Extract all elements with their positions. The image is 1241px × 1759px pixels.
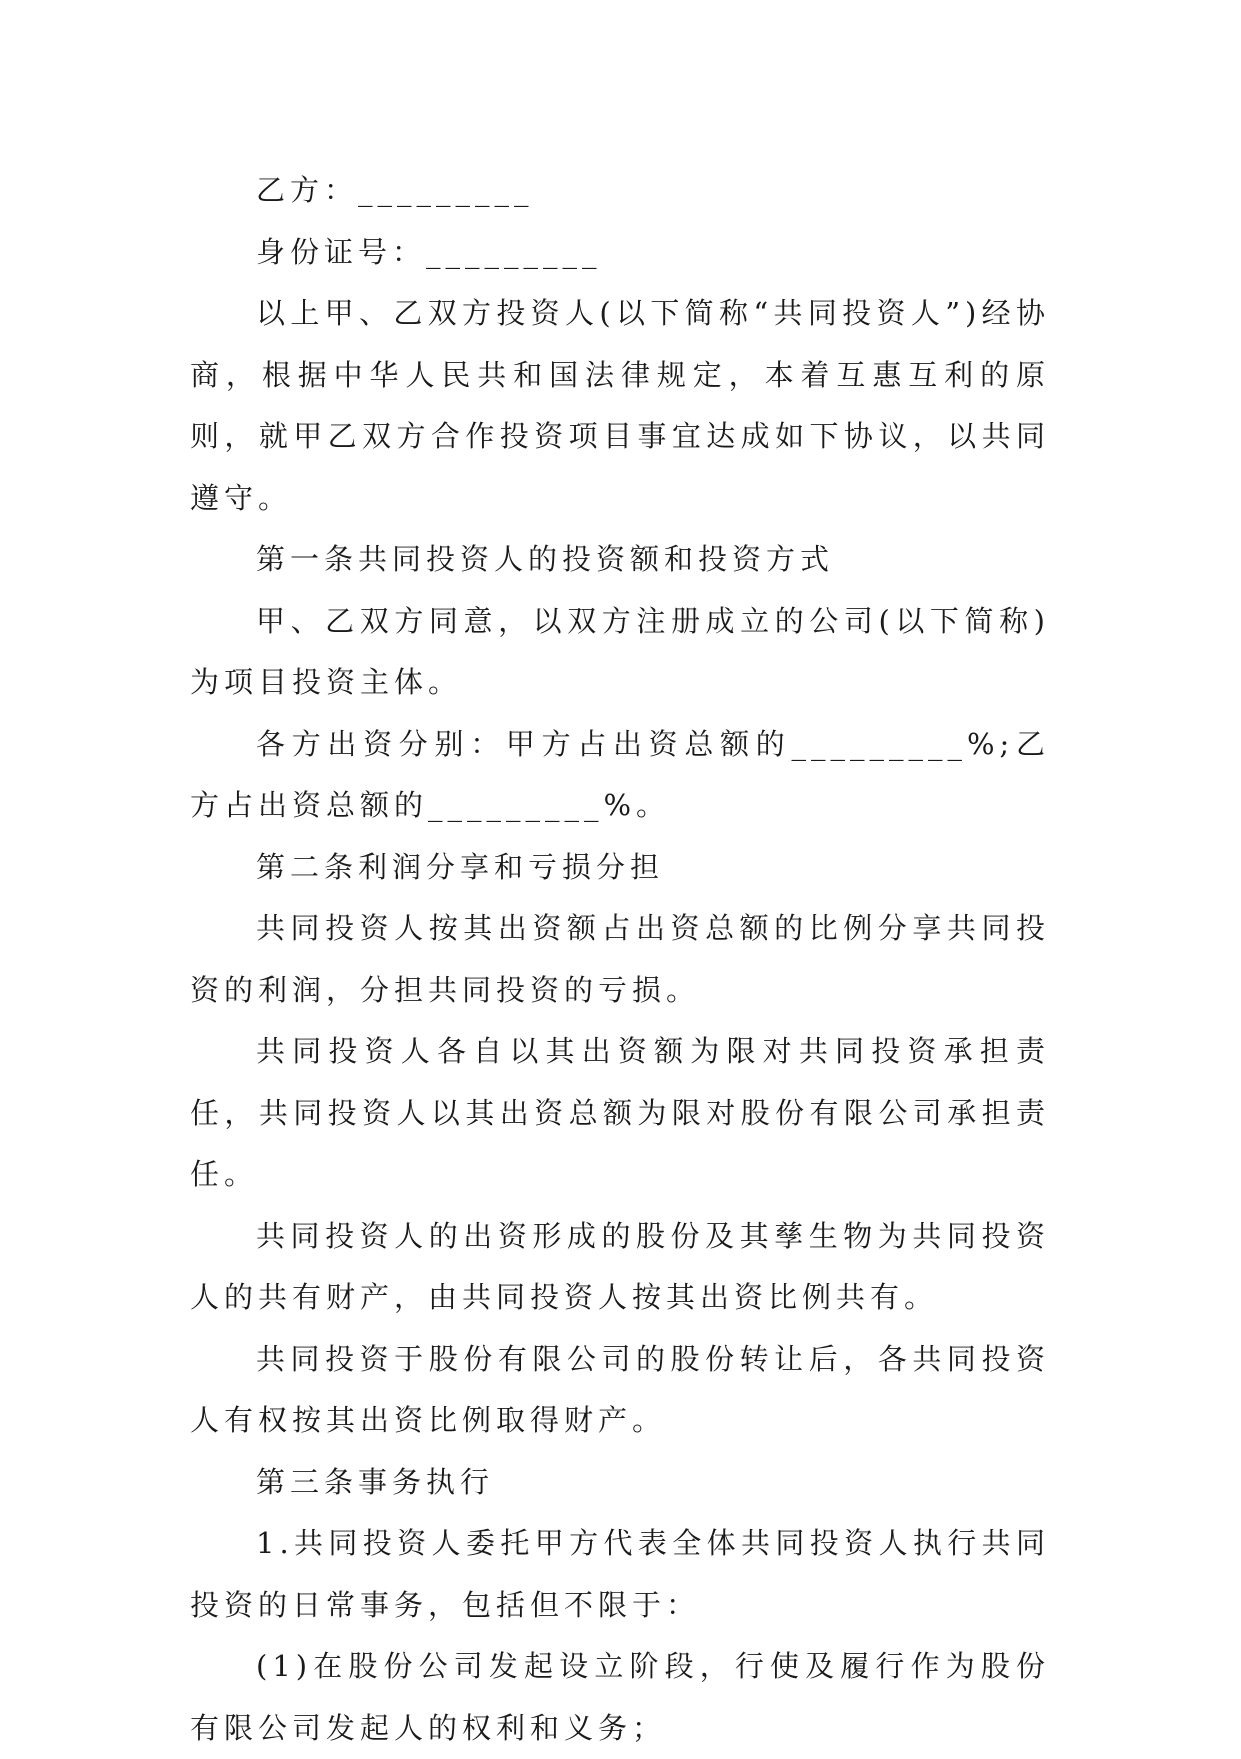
article-1-heading: 第一条共同投资人的投资额和投资方式 — [256, 542, 835, 576]
party-b-line: 乙方：_________ — [256, 173, 534, 207]
article-3-subitem-1: (1)在股份公司发起设立阶段，行使及履行作为股份有限公司发起人的权利和义务； — [190, 1649, 1050, 1745]
id-number-line: 身份证号：_________ — [256, 234, 602, 269]
article-3-item-1: 1.共同投资人委托甲方代表全体共同投资人执行共同投资的日常事务，包括但不限于： — [190, 1526, 1050, 1622]
article-2-paragraph-2: 共同投资人各自以其出资额为限对共同投资承担责任，共同投资人以其出资总额为限对股份有限公司承担责任。 — [190, 1034, 1050, 1191]
article-2-paragraph-4: 共同投资于股份有限公司的股份转让后，各共同投资人有权按其出资比例取得财产。 — [190, 1341, 1050, 1437]
document-body — [190, 160, 1050, 1759]
article-1-paragraph-2: 各方出资分别：甲方占出资总额的_________%;乙方占出资总额的_________%。 — [190, 726, 1050, 822]
article-1-paragraph-1: 甲、乙双方同意，以双方注册成立的公司(以下简称)为项目投资主体。 — [190, 603, 1050, 699]
article-3-heading: 第三条事务执行 — [256, 1464, 495, 1499]
article-2-heading: 第二条利润分享和亏损分担 — [256, 849, 665, 884]
article-2-paragraph-3: 共同投资人的出资形成的股份及其孳生物为共同投资人的共有财产，由共同投资人按其出资比例共有。 — [190, 1218, 1050, 1314]
preamble-paragraph: 以上甲、乙双方投资人(以下简称“共同投资人”)经协商，根据中华人民共和国法律规定，本着互惠互利的原则，就甲乙双方合作投资项目事宜达成如下协议，以共同遵守。 — [190, 296, 1050, 515]
article-2-paragraph-1: 共同投资人按其出资额占出资总额的比例分享共同投资的利润，分担共同投资的亏损。 — [190, 911, 1050, 1007]
